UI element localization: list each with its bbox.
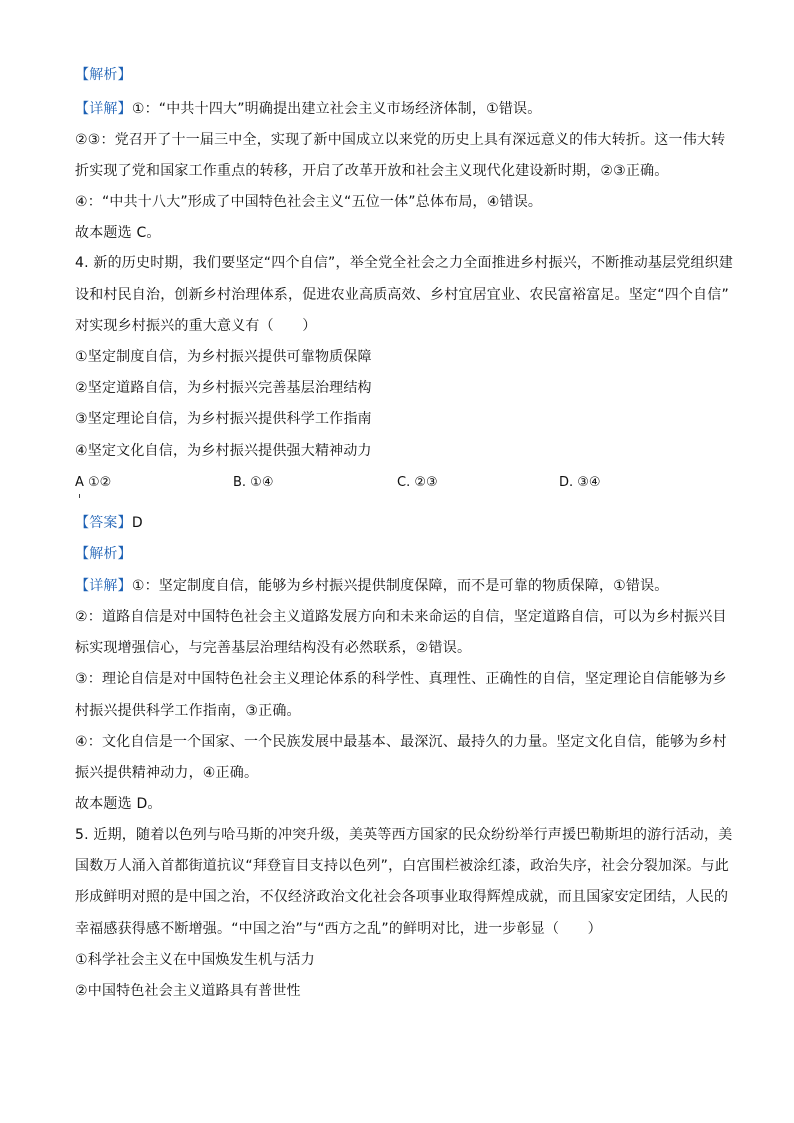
q3-detail-1-text: ①：“中共十四大”明确提出建立社会主义市场经济体制，①错误。 (131, 101, 542, 117)
q5-stem-line-3: 形成鲜明对照的是中国之治，不仅经济政治文化社会各项事业取得辉煌成就，而且国家安定团结，人民的 (75, 889, 729, 905)
q5-stem-line-4: 幸福感获得感不断增强。“中国之治”与“西方之乱”的鲜明对比，进一步彰显（ ） (75, 921, 602, 937)
q4-options (75, 474, 715, 492)
q3-analysis-label: 【解析】 (75, 67, 132, 83)
q4-detail-1 (75, 577, 669, 595)
q4-answer (75, 514, 143, 532)
q5-item-2: ②中国特色社会主义道路具有普世性 (75, 983, 301, 999)
q4-item-2: ②坚定道路自信，为乡村振兴完善基层治理结构 (75, 380, 372, 396)
q4-option-d: D. ③④ (559, 475, 601, 490)
q3-detail-1 (75, 100, 541, 118)
stray-mark (79, 494, 80, 498)
q4-detail-3-line-2: 村振兴提供科学工作指南，③正确。 (75, 703, 301, 719)
q4-stem-line-1: 4. 新的历史时期，我们要坚定“四个自信”，举全党全社会之力全面推进乡村振兴，不断推动基层党组织建 (75, 255, 734, 271)
q5-item-1: ①科学社会主义在中国焕发生机与活力 (75, 952, 315, 968)
q4-item-4: ④坚定文化自信，为乡村振兴提供强大精神动力 (75, 443, 372, 459)
q4-analysis-label: 【解析】 (75, 546, 132, 562)
q4-detail-label: 【详解】 (75, 578, 132, 594)
q4-detail-4-line-1: ④：文化自信是一个国家、一个民族发展中最基本、最深沉、最持久的力量。坚定文化自信，能够为乡村 (75, 734, 727, 750)
q4-detail-3-line-1: ③：理论自信是对中国特色社会主义理论体系的科学性、真理性、正确性的自信，坚定理论自信能够为乡 (75, 671, 727, 687)
q4-answer-value: D (131, 515, 143, 531)
q3-detail-4: ④：“中共十八大”形成了中国特色社会主义“五位一体”总体布局，④错误。 (75, 194, 543, 210)
q3-conclusion: 故本题选 C。 (75, 225, 161, 241)
q5-stem-line-1: 5. 近期，随着以色列与哈马斯的冲突升级，美英等西方国家的民众纷纷举行声援巴勒斯坦的游行活动，美 (75, 827, 733, 843)
q4-option-b: B. ①④ (233, 475, 274, 490)
q4-detail-1-text: ①：坚定制度自信，能够为乡村振兴提供制度保障，而不是可靠的物质保障，①错误。 (131, 578, 669, 594)
q4-item-3: ③坚定理论自信，为乡村振兴提供科学工作指南 (75, 411, 372, 427)
q4-item-1: ①坚定制度自信，为乡村振兴提供可靠物质保障 (75, 349, 372, 365)
q3-detail-23-line-2: 折实现了党和国家工作重点的转移，开启了改革开放和社会主义现代化建设新时期，②③正确。 (75, 163, 669, 179)
q4-option-a: A ①② (75, 475, 112, 490)
q3-detail-23-line-1: ②③：党召开了十一届三中全，实现了新中国成立以来党的历史上具有深远意义的伟大转折。这一伟大转 (75, 132, 726, 148)
q4-detail-4-line-2: 振兴提供精神动力，④正确。 (75, 765, 259, 781)
q4-detail-2-line-2: 标实现增强信心，与完善基层治理结构没有必然联系，②错误。 (75, 640, 472, 656)
q4-conclusion: 故本题选 D。 (75, 796, 162, 812)
q4-answer-label: 【答案】 (75, 515, 132, 531)
q4-detail-2-line-1: ②：道路自信是对中国特色社会主义道路发展方向和未来命运的自信，坚定道路自信，可以为乡村振兴目 (75, 609, 727, 625)
q3-detail-label: 【详解】 (75, 101, 132, 117)
q4-option-c: C. ②③ (397, 475, 438, 490)
q5-stem-line-2: 国数万人涌入首都街道抗议“拜登盲目支持以色列”，白宫围栏被涂红漆，政治失序，社会分裂加深。与此 (75, 858, 729, 874)
q4-stem-line-2: 设和村民自治，创新乡村治理体系，促进农业高质高效、乡村宜居宜业、农民富裕富足。坚定“四个自信” (75, 287, 729, 303)
q4-stem-line-3: 对实现乡村振兴的重大意义有（ ） (75, 318, 317, 334)
